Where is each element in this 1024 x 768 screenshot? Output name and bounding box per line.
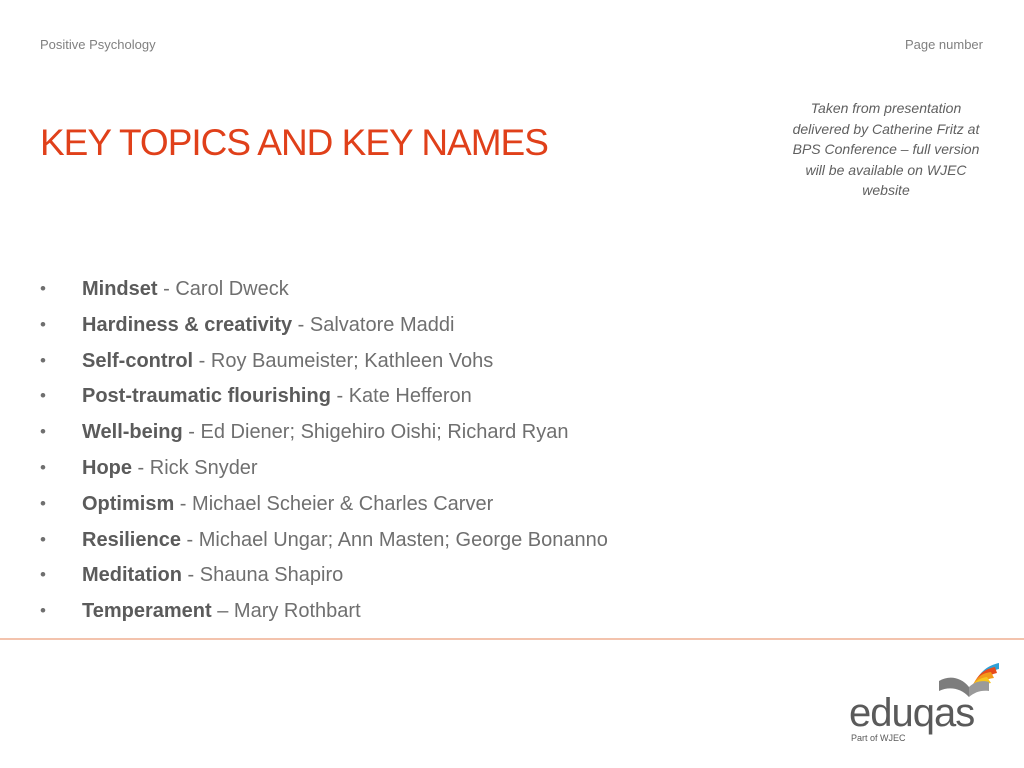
topic-name: Resilience xyxy=(82,528,181,551)
key-names: Carol Dweck xyxy=(175,278,289,300)
bullet-icon: • xyxy=(40,565,46,585)
topic-separator: - xyxy=(182,421,201,444)
topic-separator: - xyxy=(330,385,349,408)
bullet-icon: • xyxy=(40,386,46,406)
key-names: Ed Diener; Shigehiro Oishi; Richard Ryan xyxy=(200,421,569,444)
key-names: Michael Scheier & Charles Carver xyxy=(192,492,494,515)
header-subject: Positive Psychology xyxy=(40,37,156,52)
topic-name: Well-being xyxy=(82,421,183,444)
topic-name: Post-traumatic flourishing xyxy=(82,385,331,408)
topic-separator: - xyxy=(193,349,211,372)
slide-title: KEY TOPICS AND KEY NAMES xyxy=(40,122,548,163)
bullet-icon: • xyxy=(40,350,46,370)
topic-separator: - xyxy=(182,564,200,587)
topic-name: Hope xyxy=(82,456,132,479)
key-names: Shauna Shapiro xyxy=(199,564,344,587)
topic-name: Optimism xyxy=(82,492,175,515)
topic-separator: - xyxy=(180,528,199,551)
topic-name: Self-control xyxy=(82,349,194,372)
bullet-icon: • xyxy=(40,457,46,477)
topic-separator: - xyxy=(174,492,193,515)
topic-name: Mindset xyxy=(82,278,158,300)
bullet-icon: • xyxy=(40,493,46,513)
topic-separator: – xyxy=(211,600,234,623)
source-note: Taken from presentation delivered by Catherine Fritz at BPS Conference – full version will be available on WJEC website xyxy=(792,100,980,198)
key-names: Michael Ungar; Ann Masten; George Bonanno xyxy=(198,528,608,551)
bullet-icon: • xyxy=(40,279,46,298)
footer-divider xyxy=(0,638,1024,640)
eduqas-logo xyxy=(845,661,1005,751)
topic-name: Hardiness & creativity xyxy=(82,313,293,336)
key-names: Salvatore Maddi xyxy=(309,313,455,336)
topic-separator: - xyxy=(132,456,150,479)
page-number-label: Page number xyxy=(904,37,983,52)
bullet-icon: • xyxy=(40,601,46,621)
key-names: Mary Rothbart xyxy=(233,600,361,623)
logo-tagline: Part of WJEC xyxy=(851,733,906,743)
bullet-icon: • xyxy=(40,529,46,549)
key-names: Roy Baumeister; Kathleen Vohs xyxy=(210,349,494,372)
logo-wordmark: eduqas xyxy=(849,691,975,735)
topic-name: Temperament xyxy=(82,600,212,623)
topic-name: Meditation xyxy=(82,564,182,587)
bullet-icon: • xyxy=(40,314,46,334)
topic-separator: - xyxy=(292,313,310,336)
key-names: Rick Snyder xyxy=(149,456,258,479)
topic-separator: - xyxy=(157,278,176,300)
key-names: Kate Hefferon xyxy=(348,385,472,408)
bullet-icon: • xyxy=(40,422,46,442)
